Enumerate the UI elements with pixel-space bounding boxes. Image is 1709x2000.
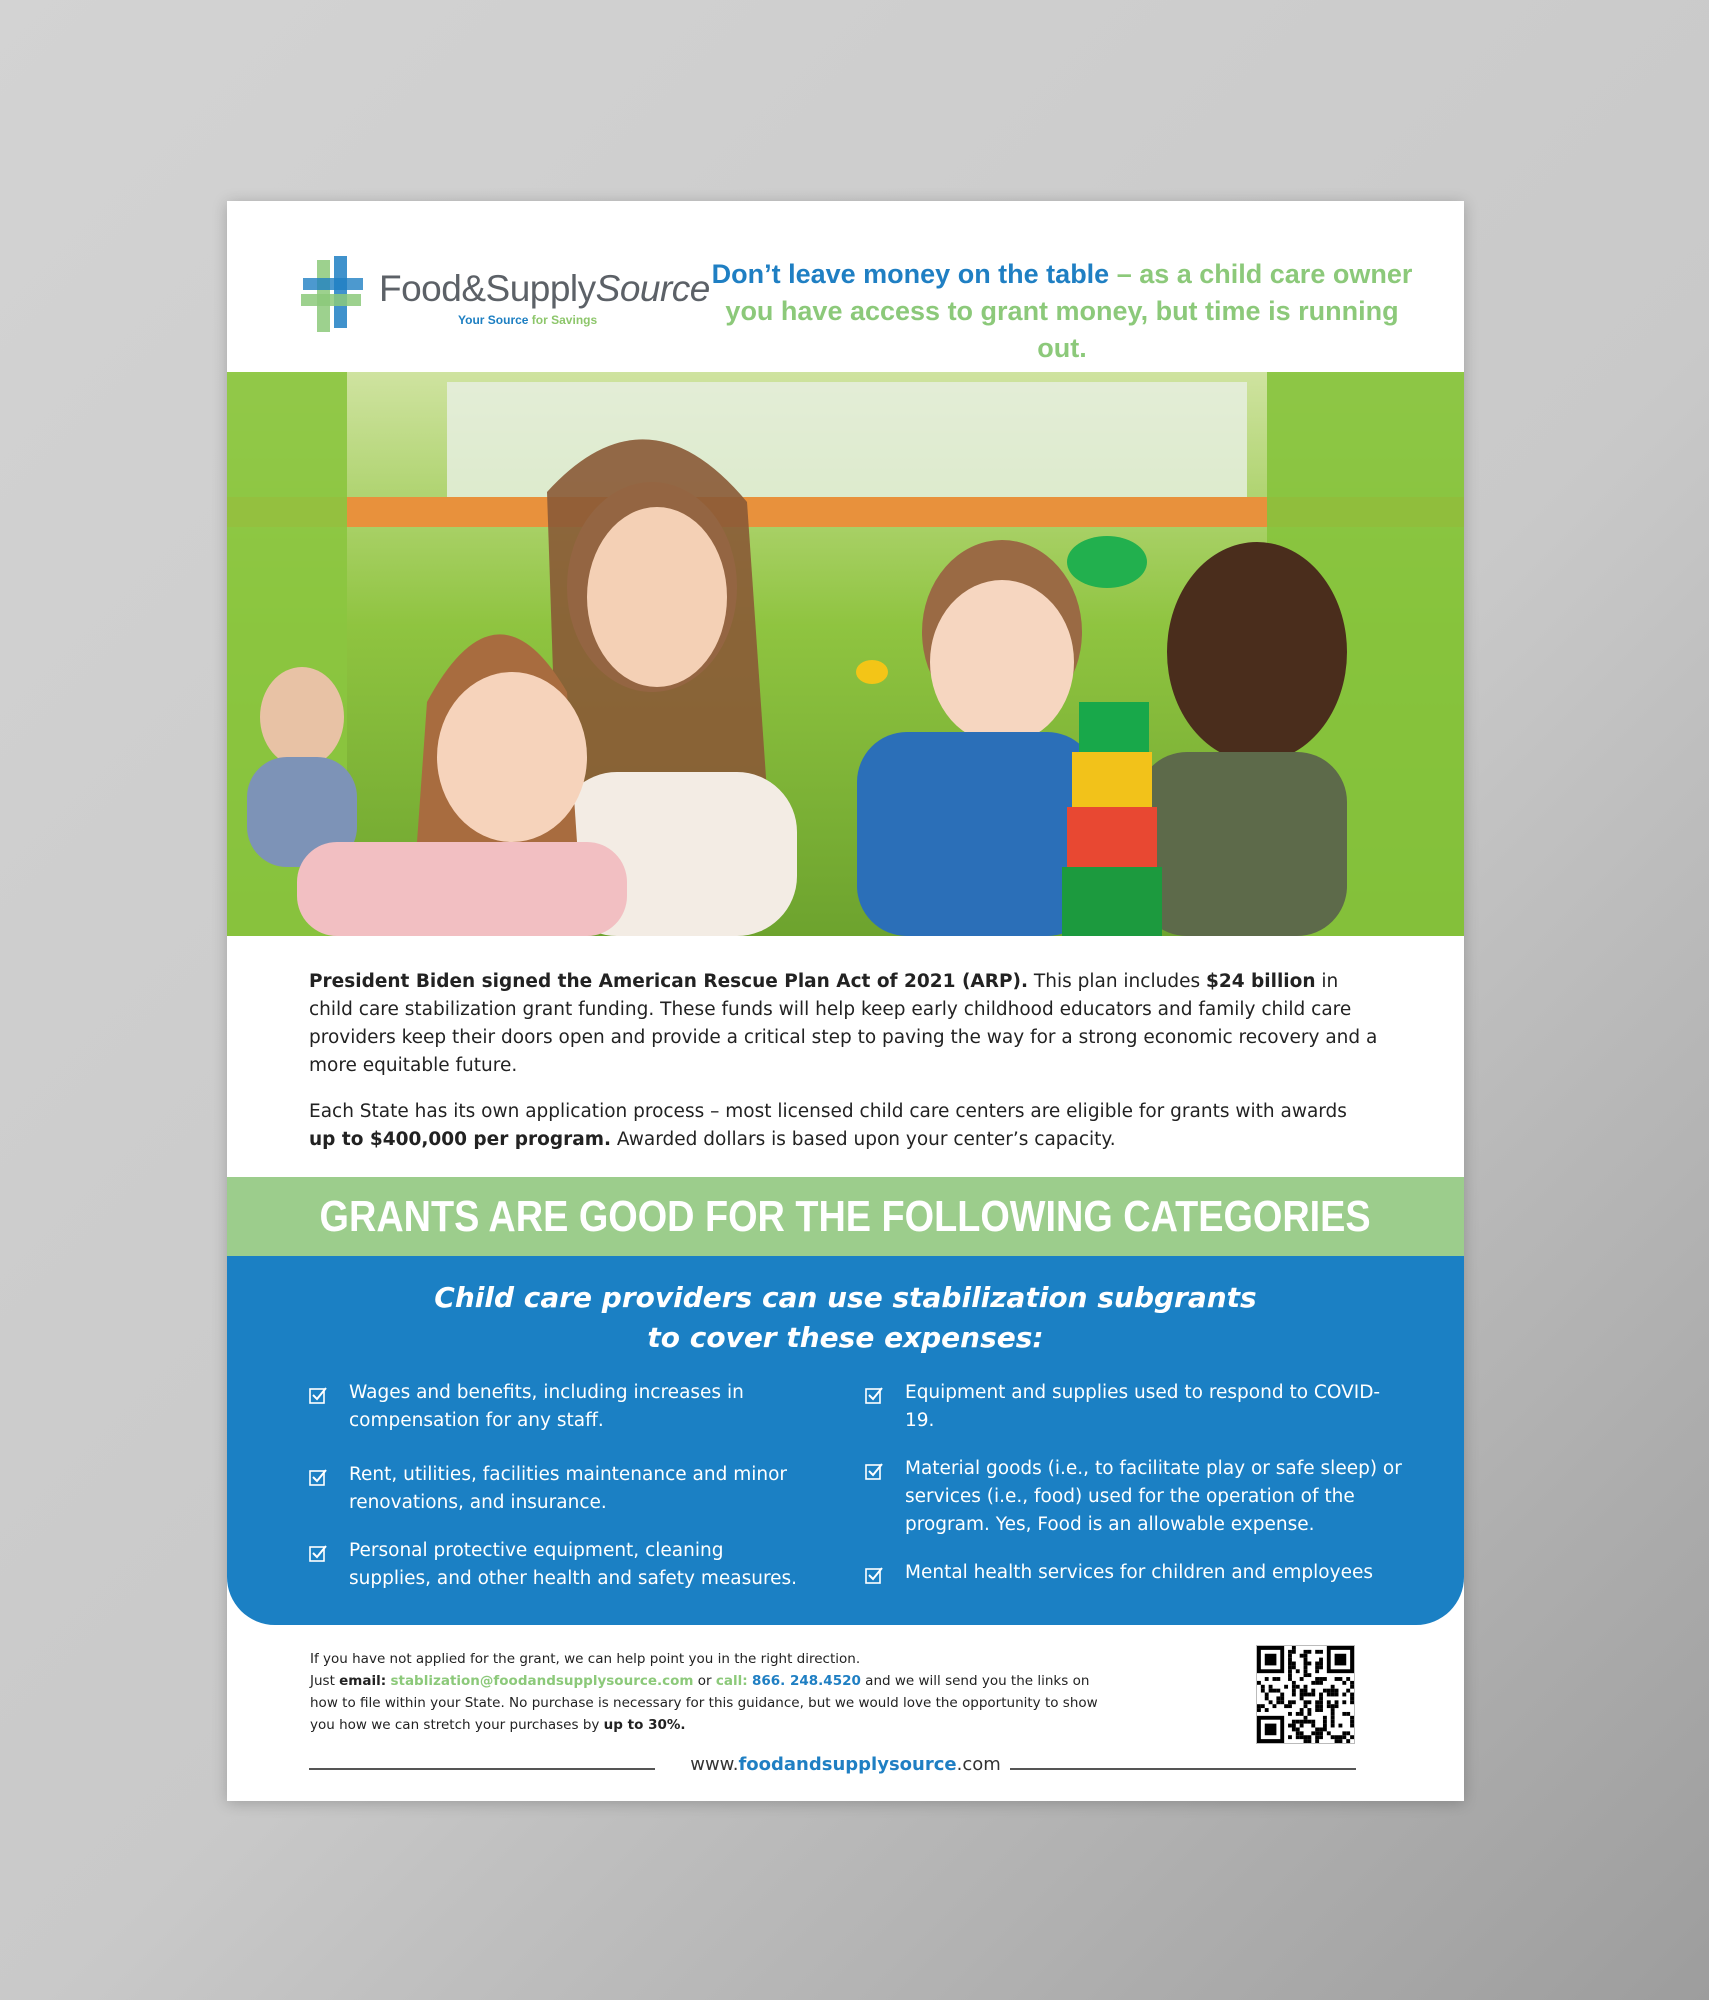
headline-lead: Don’t leave money on the table — [711, 259, 1110, 289]
expenses-left-column — [308, 1379, 808, 1613]
hero-photo — [227, 372, 1464, 936]
list-item: Wages and benefits, including increases in compensation for any staff. — [308, 1379, 808, 1435]
cross-logo-icon — [301, 254, 371, 334]
brand-name: Food&SupplySource — [379, 268, 710, 309]
categories-banner — [227, 1177, 1464, 1256]
list-item: Personal protective equipment, cleaning supplies, and other health and safety measures. — [308, 1537, 808, 1593]
headline — [697, 256, 1427, 367]
panel-title: Child care providers can use stabilization subgrants to cover these expenses: — [434, 1281, 1257, 1354]
banner-title: GRANTS ARE GOOD FOR THE FOLLOWING CATEGORIES — [319, 1191, 1372, 1241]
intro-paragraph-2: Each State has its own application process – most licensed child care centers are eligible for grants with awards up to $400,000 per program. Awarded dollars is based upon your center’s capacity. — [309, 1101, 1347, 1150]
headline-line2: you have access to grant money, but time is running out. — [725, 296, 1399, 363]
checkbox-icon — [864, 1385, 884, 1405]
email-link[interactable]: stablization@foodandsupplysource.com — [390, 1673, 694, 1689]
checkbox-icon — [864, 1461, 884, 1481]
expenses-right-column — [864, 1379, 1404, 1607]
checkbox-icon — [308, 1467, 328, 1487]
contact-text: If you have not applied for the grant, we can help point you in the right direction. Just email: stablization@foodandsupplysource.com or call: 866. 248.4520 and we will send you the links on how to file within your State. No purchase is necessary for this guidance, but we would love the opportunity to show you how we can stretch your purchases by up to 30%. — [310, 1651, 1098, 1733]
checkbox-icon — [864, 1565, 884, 1585]
classroom-photo-illustration — [227, 372, 1464, 936]
qr-code[interactable] — [1256, 1645, 1355, 1744]
intro-text — [309, 968, 1379, 1172]
expenses-panel — [227, 1256, 1464, 1625]
list-item: Material goods (i.e., to facilitate play or safe sleep) or services (i.e., food) used for the operation of the program. Yes, Food is an allowable expense. — [864, 1455, 1404, 1539]
list-item: Rent, utilities, facilities maintenance and minor renovations, and insurance. — [308, 1461, 808, 1517]
checkbox-icon — [308, 1385, 328, 1405]
headline-rest: – as a child care owner — [1109, 259, 1413, 289]
company-logo[interactable] — [301, 254, 710, 334]
checkbox-icon — [308, 1543, 328, 1563]
brand-tagline: Your Source for Savings — [458, 313, 598, 327]
flyer-page — [227, 201, 1464, 1801]
list-item: Mental health services for children and employees — [864, 1559, 1404, 1587]
qr-code-icon — [1257, 1646, 1354, 1743]
intro-paragraph-1: President Biden signed the American Rescue Plan Act of 2021 (ARP). This plan includes $24 billion in child care stabilization grant funding. These funds will help keep early childhood educators and family child care providers keep their doors open and provide a critical step to paving the way for a strong economic recovery and a more equitable future. — [309, 971, 1378, 1076]
website-link[interactable]: www.foodandsupplysource.com — [690, 1754, 1001, 1775]
list-item: Equipment and supplies used to respond to COVID-19. — [864, 1379, 1404, 1435]
phone-link[interactable]: 866. 248.4520 — [751, 1673, 861, 1689]
